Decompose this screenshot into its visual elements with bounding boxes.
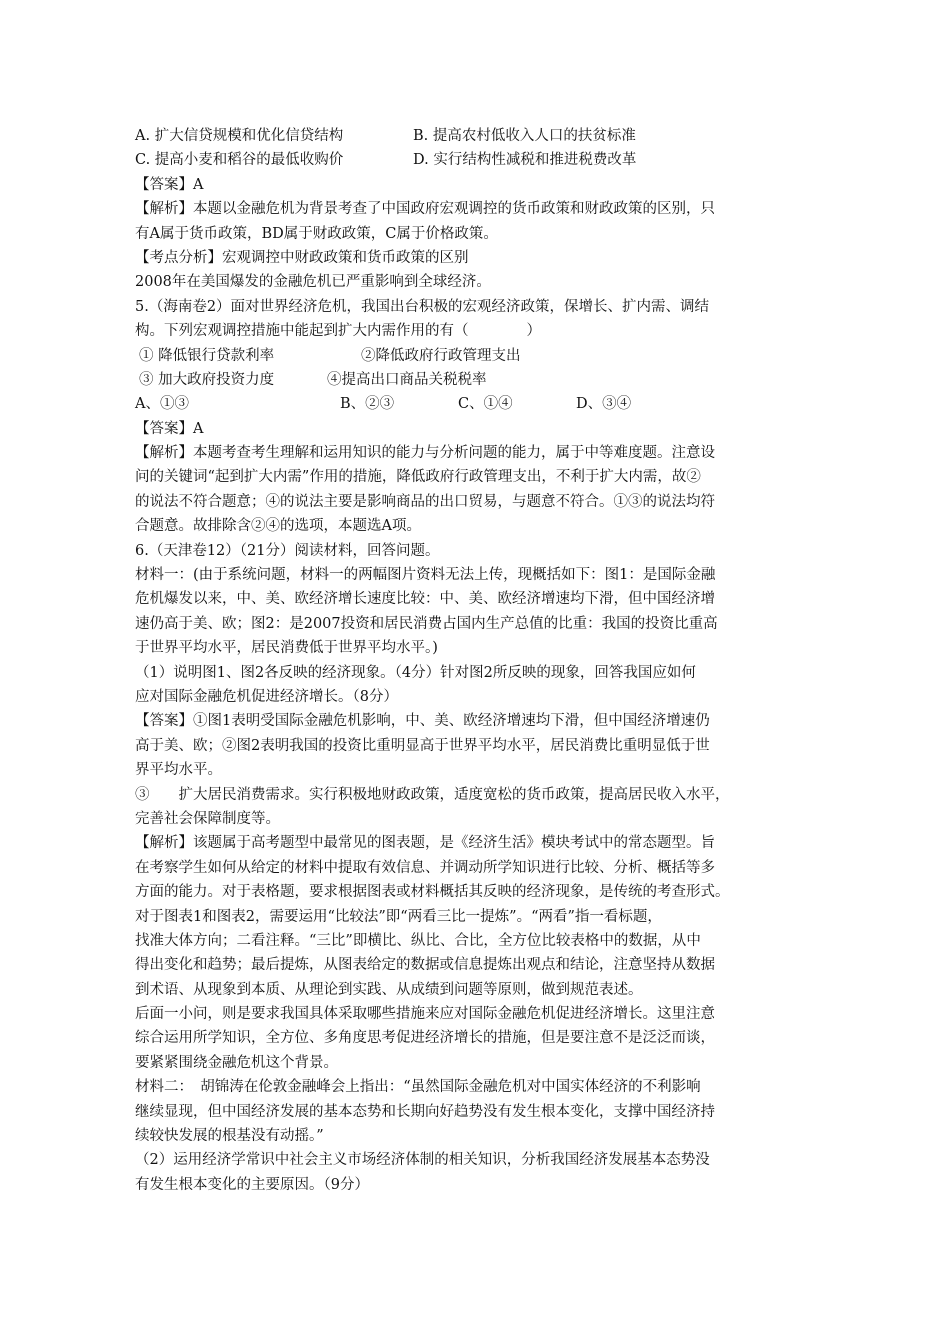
q4-option-row: [135, 124, 825, 148]
q5-choice-a: A、①③: [135, 396, 189, 413]
q6-answer1-line: 界平均水平。: [135, 762, 222, 779]
q6-material1-line: 危机爆发以来，中、美、欧经济增长速度比较：中、美、欧经济增速均下滑，但中国经济增: [135, 591, 715, 608]
q6-material2-line: 材料二： 胡锦涛在伦敦金融峰会上指出：“虽然国际金融危机对中国实体经济的不利影响: [135, 1079, 701, 1096]
q5-item-3: ③ 加大政府投资力度: [139, 371, 275, 388]
q6-analysis1-line: 找准大体方向；二看注释。“三比”即横比、纵比、合比，全方位比较表格中的数据，从中: [135, 932, 701, 949]
q4-option-a: A. 扩大信贷规模和优化信贷结构: [135, 128, 344, 144]
q4-analysis-line: 【解析】本题以金融危机为背景考查了中国政府宏观调控的货币政策和财政政策的区别，只: [135, 201, 715, 218]
q6-analysis2-line: 后面一小问，则是要求我国具体采取哪些措施来应对国际金融危机促进经济增长。这里注意: [135, 1006, 715, 1023]
q5-choice-b: B、②③: [340, 396, 395, 413]
q6-material2-line: 继续显现，但中国经济发展的基本态势和长期向好趋势没有发生根本变化，支撑中国经济持: [135, 1103, 715, 1120]
q6-material1-line: 于世界平均水平，居民消费低于世界平均水平。): [135, 640, 438, 657]
q6-material2-line: 续较快发展的根基没有动摇。”: [135, 1128, 324, 1145]
q5-item-1: ① 降低银行贷款利率: [139, 347, 275, 364]
q6-analysis1-line: 到术语、从现象到本质、从理论到实践、从成绩到问题等原则，做到规范表述。: [135, 981, 643, 998]
q5-choice-row: [135, 392, 825, 416]
q6-material1-line: 材料一：(由于系统问题，材料一的两幅图片资料无法上传，现概括如下：图1：是国际金融: [135, 567, 716, 584]
q6-answer1b-line: 完善社会保障制度等。: [135, 810, 280, 827]
q6-answer1b-line: ③ 扩大居民消费需求。实行积极地财政政策，适度宽松的货币政策，提高居民收入水平，: [135, 786, 730, 803]
q6-analysis1-line: 在考察学生如何从给定的材料中提取有效信息、并调动所学知识进行比较、分析、概括等多: [135, 859, 715, 876]
q6-question1-line: （1）说明图1、图2各反映的经济现象。（4分）针对图2所反映的现象，回答我国应如何: [135, 664, 696, 681]
q5-answer: 【答案】A: [135, 420, 204, 437]
q5-item-4: ④提高出口商品关税税率: [327, 371, 487, 388]
q4-analysis-line: 有A属于货币政策，BD属于财政政策，C属于价格政策。: [135, 225, 498, 242]
q4-answer: 【答案】A: [135, 176, 204, 193]
q6-stem: 6.（天津卷12）（21分）阅读材料，回答问题。: [135, 542, 440, 559]
q4-option-row: [135, 148, 825, 172]
q5-stem-line: 构。下列宏观调控措施中能起到扩大内需作用的有（ ）: [135, 323, 541, 340]
q5-choice-c: C、①④: [458, 396, 513, 413]
q5-analysis-line: 的说法不符合题意；④的说法主要是影响商品的出口贸易，与题意不符合。①③的说法均符: [135, 493, 715, 510]
q4-point-analysis: 【考点分析】宏观调控中财政政策和货币政策的区别: [135, 249, 469, 266]
document-body: [135, 124, 825, 1197]
q5-analysis-line: 合题意。故排除含②④的选项，本题选A项。: [135, 518, 421, 535]
q5-item-row: [135, 344, 825, 368]
q4-option-c: C. 提高小麦和稻谷的最低收购价: [135, 152, 344, 169]
q4-extra-note: 2008年在美国爆发的金融危机已严重影响到全球经济。: [135, 274, 491, 291]
q6-analysis2-line: 综合运用所学知识，全方位、多角度思考促进经济增长的措施，但是要注意不是泛泛而谈，: [135, 1030, 715, 1047]
q6-analysis2-line: 要紧紧围绕金融危机这个背景。: [135, 1054, 338, 1071]
q6-analysis1-line: 【解析】该题属于高考题型中最常见的图表题，是《经济生活》模块考试中的常态题型。旨: [135, 835, 715, 852]
q6-analysis1-line: 对于图表1和图表2，需要运用“比较法”即“两看三比一提炼”。“两看”指一看标题，: [135, 908, 662, 925]
q5-analysis-line: 【解析】本题考查考生理解和运用知识的能力与分析问题的能力，属于中等难度题。注意设: [135, 445, 715, 462]
q6-answer1-line: 高于美、欧；②图2表明我国的投资比重明显高于世界平均水平，居民消费比重明显低于世: [135, 737, 710, 754]
q5-analysis-line: 问的关键词“起到扩大内需”作用的措施，降低政府行政管理支出，不利于扩大内需，故②: [135, 469, 701, 486]
q6-material1-line: 速仍高于美、欧；图2：是2007投资和居民消费占国内生产总值的比重：我国的投资比重高: [135, 615, 718, 632]
q6-question2-line: （2）运用经济学常识中社会主义市场经济体制的相关知识，分析我国经济发展基本态势没: [135, 1152, 710, 1169]
q4-option-b: B. 提高农村低收入人口的扶贫标准: [413, 128, 636, 144]
q6-answer1-line: 【答案】①图1表明受国际金融危机影响，中、美、欧经济增速均下滑，但中国经济增速仍: [135, 713, 710, 730]
q6-analysis1-line: 方面的能力。对于表格题，要求根据图表或材料概括其反映的经济现象，是传统的考查形式。: [135, 884, 730, 901]
q6-question1-line: 应对国际金融危机促进经济增长。（8分）: [135, 688, 398, 705]
q6-question2-line: 有发生根本变化的主要原因。（9分）: [135, 1176, 369, 1193]
q4-option-d: D. 实行结构性减税和推进税费改革: [413, 152, 637, 169]
q5-item-2: ②降低政府行政管理支出: [361, 347, 521, 364]
q5-choice-d: D、③④: [576, 396, 632, 413]
q6-analysis1-line: 得出变化和趋势；最后提炼，从图表给定的数据或信息提炼出观点和结论，注意坚持从数据: [135, 957, 715, 974]
q5-stem-line: 5.（海南卷2）面对世界经济危机，我国出台积极的宏观经济政策，保增长、扩内需、调结: [135, 298, 710, 315]
q5-item-row: [135, 368, 825, 392]
